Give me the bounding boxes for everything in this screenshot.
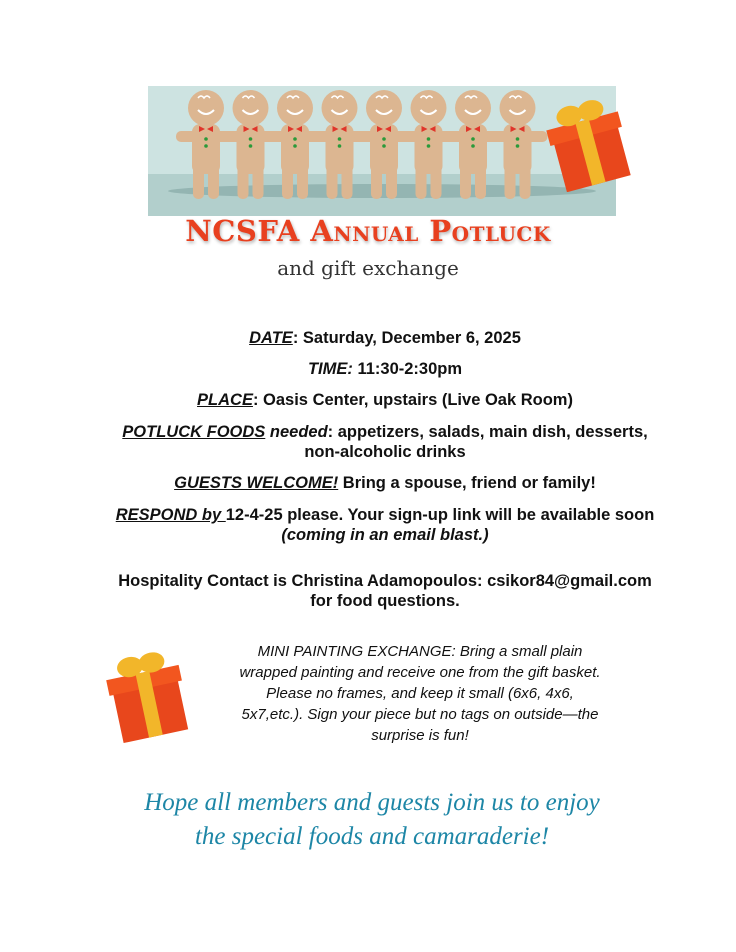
- contact-text-2: for food questions.: [310, 592, 460, 610]
- place-line: [60, 390, 710, 410]
- gingerbread-man-icon: [310, 90, 370, 199]
- place-label: PLACE: [197, 391, 253, 409]
- closing-line: the special foods and camaraderie!: [194, 823, 550, 850]
- guests-line: [60, 473, 710, 493]
- mini-line: MINI PAINTING EXCHANGE: Bring a small plain: [257, 643, 583, 660]
- time-label: TIME:: [307, 360, 353, 378]
- guests-value: Bring a spouse, friend or family!: [338, 474, 596, 492]
- foods-label: POTLUCK FOODS: [122, 423, 266, 441]
- respond-label: RESPOND by: [115, 506, 226, 524]
- gingerbread-man-icon: [443, 90, 503, 199]
- contact-line: [50, 571, 720, 611]
- mini-painting-exchange: [205, 641, 635, 746]
- foods-value: : appetizers, salads, main dish, desserts,: [327, 423, 648, 441]
- respond-line: [50, 505, 720, 545]
- date-label: DATE: [249, 329, 293, 347]
- gift-box-icon: [544, 92, 634, 192]
- time-value: 11:30-2:30pm: [352, 360, 463, 378]
- time-line: [60, 359, 710, 379]
- date-line: [60, 328, 710, 348]
- mini-line: 5x7,etc.). Sign your piece but no tags on outside—the: [241, 706, 599, 723]
- gift-box-icon: [102, 644, 194, 744]
- gingerbread-man-icon: [399, 90, 459, 199]
- respond-value: 12-4-25 please. Your sign-up link will be available soon: [225, 506, 655, 524]
- gingerbread-man-icon: [265, 90, 325, 199]
- place-value: : Oasis Center, upstairs (Live Oak Room): [252, 391, 573, 409]
- mini-line: surprise is fun!: [371, 727, 469, 744]
- contact-text: Hospitality Contact is Christina Adamopoulos: csikor84@gmail.com: [118, 572, 652, 590]
- closing-line: Hope all members and guests join us to enjoy: [144, 789, 600, 816]
- closing-message: [0, 786, 736, 854]
- gingerbread-man-icon: [221, 90, 281, 199]
- event-title: NCSFA Annual Potluck: [185, 214, 551, 248]
- foods-value-2: non-alcoholic drinks: [304, 443, 466, 461]
- mini-line: Please no frames, and keep it small (6x6, 4x6,: [266, 685, 574, 702]
- gingerbread-man-icon: [176, 90, 236, 199]
- gingerbread-man-icon: [488, 90, 548, 199]
- event-subtitle: and gift exchange: [277, 256, 459, 280]
- respond-note: (coming in an email blast.): [281, 526, 489, 544]
- foods-needed: needed: [265, 423, 328, 441]
- date-value: : Saturday, December 6, 2025: [292, 329, 521, 347]
- mini-line: wrapped painting and receive one from the gift basket.: [239, 664, 601, 681]
- foods-line: [60, 422, 710, 462]
- gingerbread-man-icon: [354, 90, 414, 199]
- guests-label: GUESTS WELCOME!: [174, 474, 339, 492]
